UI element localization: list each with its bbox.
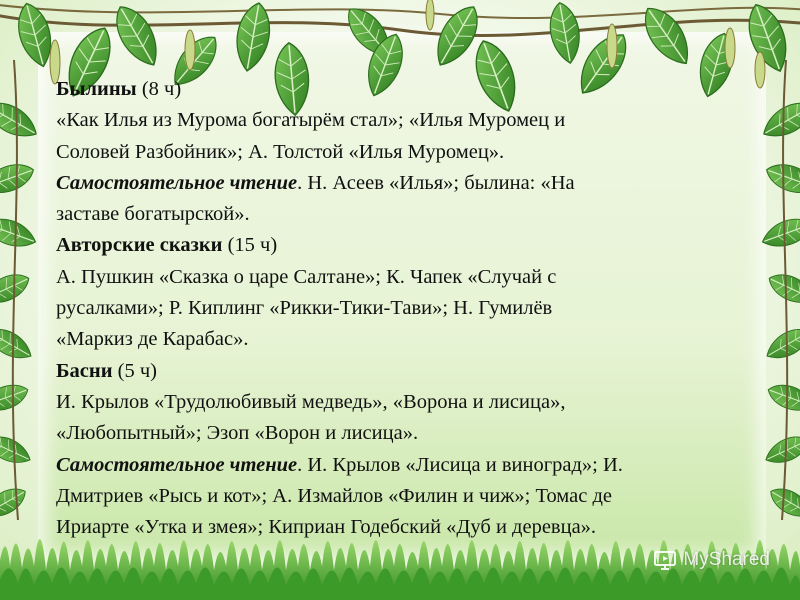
- slideshow-icon: [653, 548, 677, 572]
- text-line: . Н. Асеев «Илья»; былина: «На: [297, 171, 575, 194]
- section-heading: Басни: [56, 359, 113, 382]
- text-line: «Как Илья из Мурома богатырём стал»; «Илья Муромец и: [56, 109, 566, 132]
- text-line: И. Крылов «Трудолюбивый медведь», «Ворона и лисица»,: [56, 390, 566, 413]
- text-line: Ириарте «Утка и змея»; Киприан Годебский «Дуб и деревца».: [56, 516, 597, 539]
- text-line: . И. Крылов «Лисица и виноград»; И.: [297, 453, 623, 476]
- text-line: русалками»; Р. Киплинг «Рикки-Тики-Тави»; Н. Гумилёв: [56, 297, 553, 320]
- hours-label: (8 ч): [136, 78, 182, 100]
- section-independent-reading-1: [56, 168, 782, 231]
- section-heading: Самостоятельное чтение: [56, 171, 298, 194]
- watermark: [653, 548, 770, 572]
- section-author-tales: [56, 230, 782, 355]
- watermark-text: MyShared: [683, 549, 770, 570]
- text-line: Дмитриев «Рысь и кот»; А. Измайлов «Филин и чиж»; Томас де: [56, 484, 612, 507]
- hours-label: (5 ч): [112, 359, 157, 382]
- curriculum-text: [56, 74, 782, 543]
- text-line: «Любопытный»; Эзоп «Ворон и лисица».: [56, 422, 419, 445]
- section-fables: [56, 356, 782, 450]
- text-line: А. Пушкин «Сказка о царе Салтане»; К. Чапек «Случай с: [56, 265, 557, 288]
- section-independent-reading-2: [56, 450, 782, 544]
- section-byliny: [56, 74, 782, 168]
- section-heading: Авторские сказки: [56, 234, 223, 257]
- text-line: заставе богатырской».: [56, 203, 250, 226]
- hours-label: (15 ч): [222, 234, 278, 257]
- section-heading: Былины: [56, 78, 137, 100]
- section-heading: Самостоятельное чтение: [56, 453, 298, 476]
- text-line: «Маркиз де Карабас».: [56, 328, 249, 351]
- text-line: Соловей Разбойник»; А. Толстой «Илья Муромец».: [56, 140, 505, 163]
